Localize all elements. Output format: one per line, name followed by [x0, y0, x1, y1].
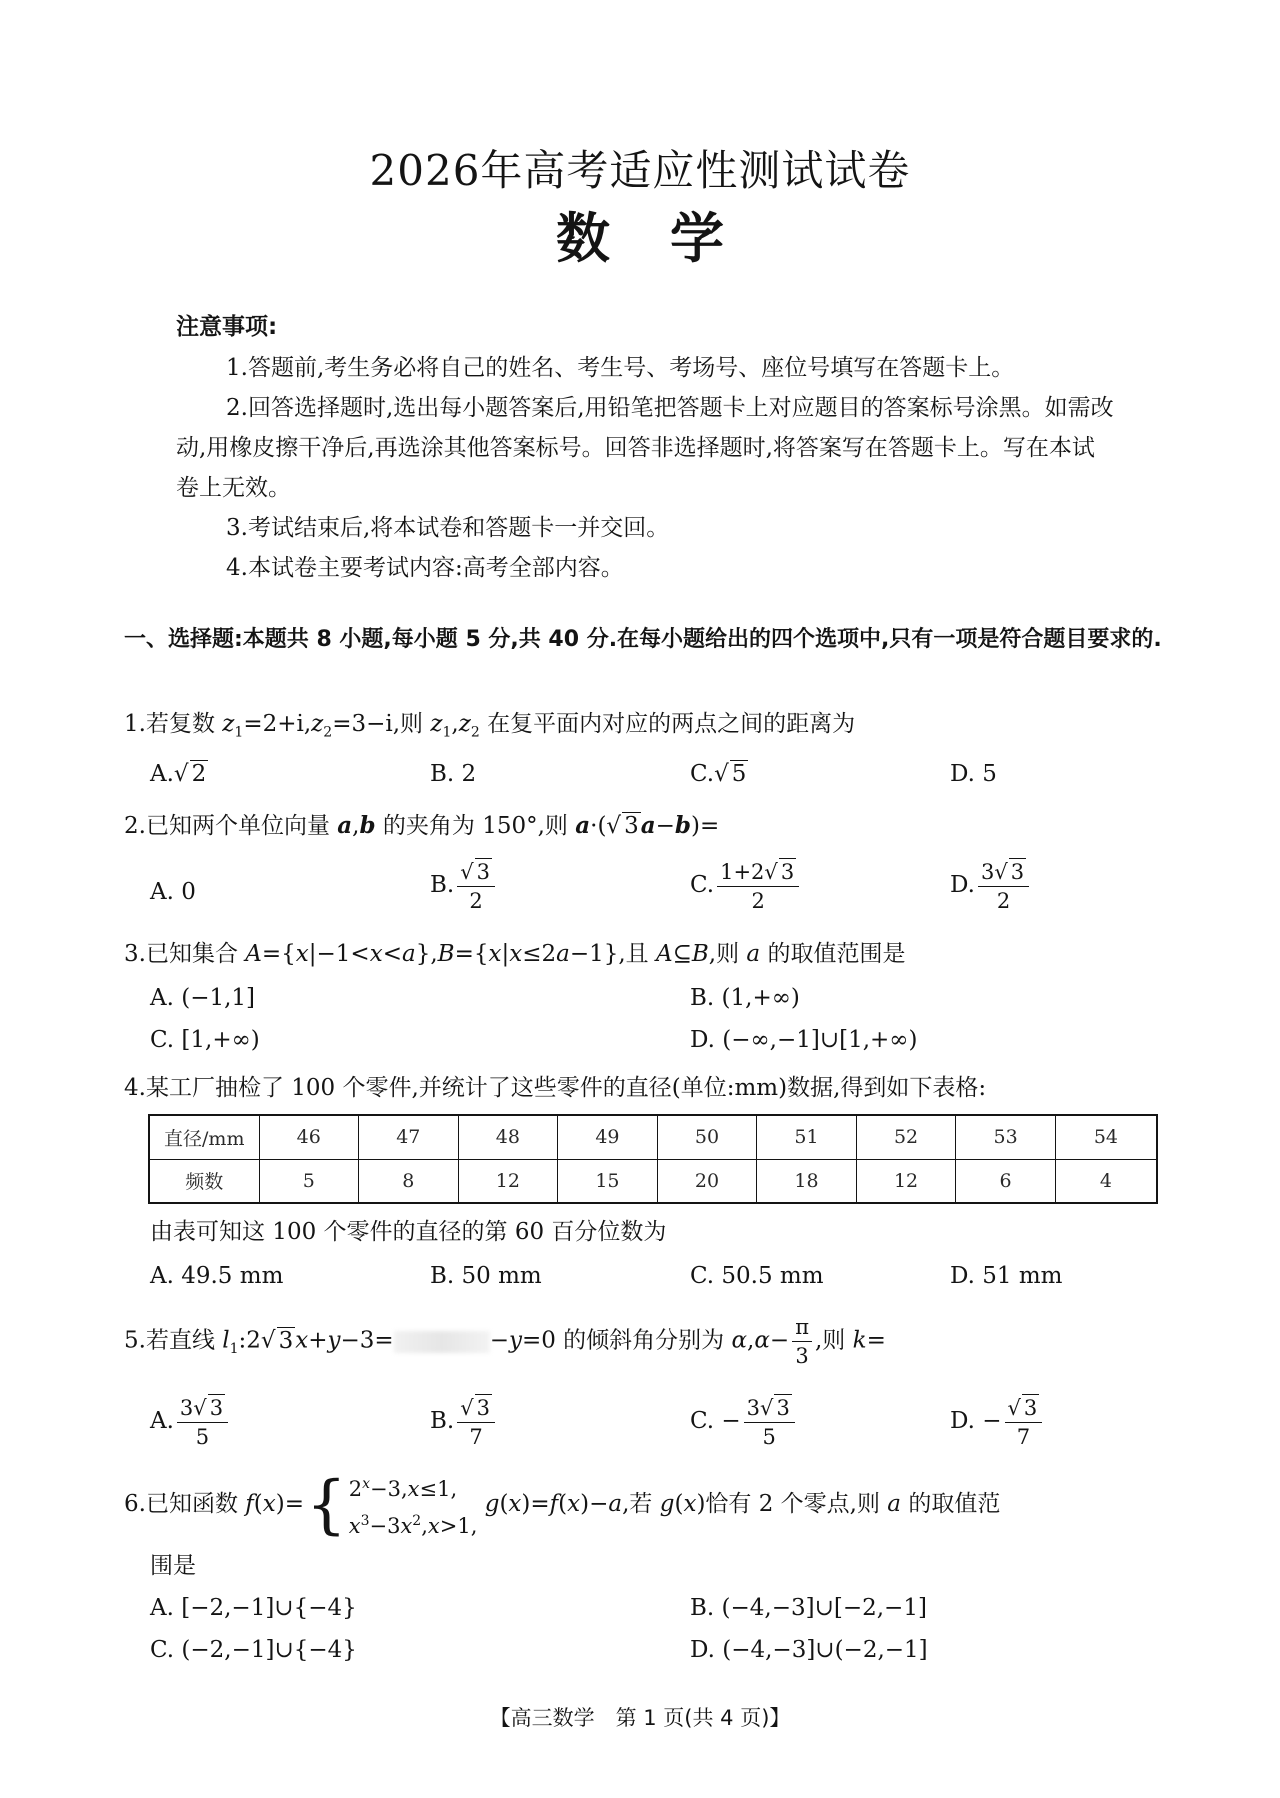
q5-option-c[interactable]: C. − $\frac{3√ 3}{5}$	[690, 1394, 798, 1450]
q5-option-a[interactable]: A. $\frac{3√ 3}{5}$	[150, 1394, 231, 1450]
q6-option-b[interactable]: B. (−4,−3]∪[−2,−1]	[690, 1595, 927, 1621]
table-cell: 4	[1055, 1159, 1157, 1203]
table-cell: 49	[558, 1115, 658, 1159]
table-cell: 8	[359, 1159, 459, 1203]
q1-option-b[interactable]: B. 2	[430, 761, 477, 787]
table-cell: 52	[856, 1115, 956, 1159]
question-5: 5.若直线 $l_1:2√$ 3x+y−3= −y=0 的倾斜角分别为 α,α− $\frac{\pi}{3}$ ,则 k=	[124, 1315, 886, 1368]
table-cell: 12	[458, 1159, 558, 1203]
q1-option-d[interactable]: D. 5	[950, 761, 997, 787]
note-item: 4.本试卷主要考试内容:高考全部内容。	[226, 555, 624, 581]
q6-option-a[interactable]: A. [−2,−1]∪{−4}	[150, 1595, 357, 1621]
q4-option-a[interactable]: A. 49.5 mm	[150, 1263, 284, 1289]
table-cell: 54	[1055, 1115, 1157, 1159]
question-3: 3.已知集合 A={x|−1<x<a},B={x|x≤2a−1},且 A⊆B,则 a 的取值范围是	[124, 941, 906, 967]
q3-option-c[interactable]: C. [1,+∞)	[150, 1027, 260, 1053]
q4-option-b[interactable]: B. 50 mm	[430, 1263, 542, 1289]
q4-option-c[interactable]: C. 50.5 mm	[690, 1263, 824, 1289]
table-cell: 直径/mm	[149, 1115, 259, 1159]
q1-option-a[interactable]: A.√ 2	[150, 761, 207, 787]
table-cell: 18	[757, 1159, 857, 1203]
q3-option-a[interactable]: A. (−1,1]	[150, 985, 256, 1011]
table-row	[149, 1159, 1157, 1203]
q2-option-d[interactable]: D. $\frac{3√ 3}{2}$	[950, 858, 1032, 914]
note-item: 2.回答选择题时,选出每小题答案后,用铅笔把答题卡上对应题目的答案标号涂黑。如需改动,用橡皮擦干净后,再选涂其他答案标号。回答非选择题时,将答案写在答题卡上。写在本试卷上无效。	[176, 395, 1114, 501]
diameter-frequency-table	[148, 1114, 1158, 1204]
q6-option-c[interactable]: C. (−2,−1]∪{−4}	[150, 1637, 357, 1663]
table-cell: 6	[956, 1159, 1056, 1203]
q1-option-c[interactable]: C.√ 5	[690, 761, 747, 787]
q2-option-c[interactable]: C. $\frac{1+2√ 3}{2}$	[690, 858, 802, 914]
table-cell: 20	[657, 1159, 757, 1203]
question-1: 1.若复数 $z_1=2+i,z_2=3-i$,则 $z_1,z_2$ 在复平面内对应的两点之间的距离为	[124, 711, 856, 741]
q4-followup: 由表可知这 100 个零件的直径的第 60 百分位数为	[150, 1219, 667, 1245]
table-cell: 频数	[149, 1159, 259, 1203]
q5-option-b[interactable]: B. $\frac{√ 3}{7}$	[430, 1394, 498, 1450]
table-cell: 48	[458, 1115, 558, 1159]
table-cell: 46	[259, 1115, 359, 1159]
table-cell: 50	[657, 1115, 757, 1159]
q2-option-b[interactable]: B. $\frac{√ 3}{2}$	[430, 858, 498, 914]
q4-option-d[interactable]: D. 51 mm	[950, 1263, 1063, 1289]
table-cell: 12	[856, 1159, 956, 1203]
table-cell: 5	[259, 1159, 359, 1203]
note-item: 3.考试结束后,将本试卷和答题卡一并交回。	[226, 515, 670, 541]
notes-heading: 注意事项:	[176, 314, 278, 340]
q3-option-b[interactable]: B. (1,+∞)	[690, 985, 800, 1011]
subject-title: 数学	[556, 207, 784, 270]
table-cell: 51	[757, 1115, 857, 1159]
obscured-text	[394, 1331, 490, 1353]
table-row	[149, 1115, 1157, 1159]
question-6: 6.已知函数 f(x)={ $2^x-3,x\le 1$, $x^3-3x^2,x>1$, g(x)=f(x)−a,若 g(x)恰有 2 个零点,则 a 的取值范	[124, 1468, 1001, 1542]
q3-option-d[interactable]: D. (−∞,−1]∪[1,+∞)	[690, 1027, 918, 1053]
q6-continuation: 围是	[150, 1553, 196, 1579]
table-cell: 15	[558, 1159, 658, 1203]
exam-title: 2026年高考适应性测试试卷	[369, 146, 911, 195]
section-heading: 一、选择题:本题共 8 小题,每小题 5 分,共 40 分.在每小题给出的四个选项中,只有一项是符合题目要求的.	[124, 627, 1162, 652]
table-cell: 47	[359, 1115, 459, 1159]
table-cell: 53	[956, 1115, 1056, 1159]
q6-option-d[interactable]: D. (−4,−3]∪(−2,−1]	[690, 1637, 928, 1663]
note-item: 1.答题前,考生务必将自己的姓名、考生号、考场号、座位号填写在答题卡上。	[226, 355, 1015, 381]
question-4: 4.某工厂抽检了 100 个零件,并统计了这些零件的直径(单位:mm)数据,得到如下表格:	[124, 1075, 987, 1101]
q2-option-a[interactable]: A. 0	[150, 879, 196, 905]
q5-option-d[interactable]: D. − $\frac{√ 3}{7}$	[950, 1394, 1045, 1450]
question-2: 2.已知两个单位向量 a,b 的夹角为 150°,则 a·(√ 3a−b)=	[124, 812, 720, 839]
page-footer: 【高三数学 第 1 页(共 4 页)】	[489, 1706, 791, 1730]
